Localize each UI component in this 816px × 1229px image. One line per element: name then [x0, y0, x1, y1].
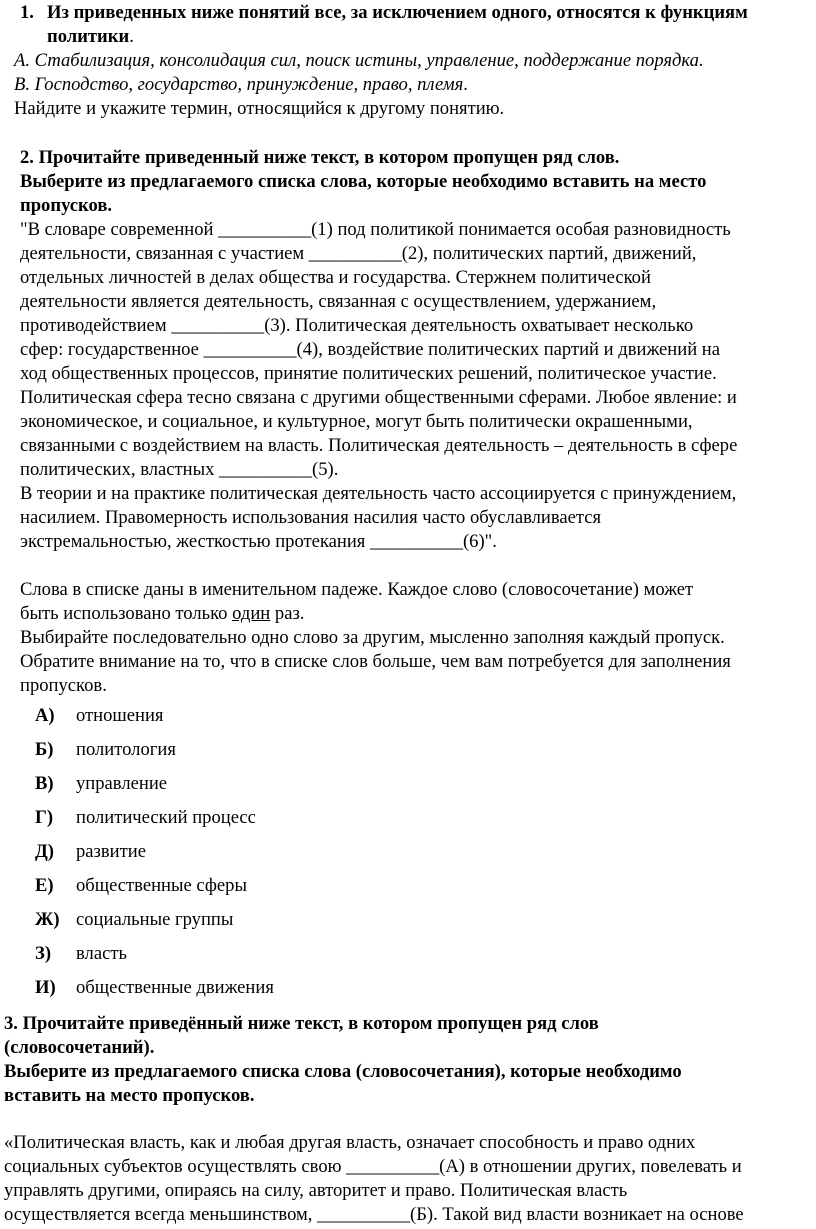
- option-letter: В): [35, 773, 54, 794]
- option-word: отношения: [76, 705, 164, 726]
- q2-text-line: связанными с воздействием на власть. Политическая деятельность – деятельность в сфере: [20, 435, 738, 456]
- q2-note-line: Выбирайте последовательно одно слово за другим, мысленно заполняя каждый пропуск.: [20, 627, 725, 648]
- option-letter: Г): [35, 807, 54, 828]
- q1-heading-line2: политики: [47, 26, 130, 47]
- q2-text-line: экономическое, и социальное, и культурное, могут быть политически окрашенными,: [20, 411, 693, 432]
- q3-text-line: социальных субъектов осуществлять свою __________(А) в отношении других, повелевать и: [4, 1156, 742, 1177]
- q2-note-line: Обратите внимание на то, что в списке слов больше, чем вам потребуется для заполнения: [20, 651, 731, 672]
- q2-text-line: деятельности, связанная с участием __________(2), политических партий, движений,: [20, 243, 697, 264]
- q2-note-line: пропусков.: [20, 675, 107, 696]
- q2-note-line: [20, 602, 304, 626]
- option-letter: З): [35, 943, 52, 964]
- q2-text-line: сфер: государственное __________(4), воздействие политических партий и движений на: [20, 339, 720, 360]
- q3-heading-line: 3. Прочитайте приведённый ниже текст, в котором пропущен ряд слов: [4, 1013, 599, 1034]
- q2-text-line: деятельности является деятельность, связанная с осуществлением, удержанием,: [20, 291, 657, 312]
- q2-note-before: быть использовано только: [20, 603, 233, 624]
- option-letter: А): [35, 705, 55, 726]
- option-word: социальные группы: [76, 909, 234, 930]
- q3-heading-line: вставить на место пропусков.: [4, 1085, 255, 1106]
- q2-text-line: отдельных личностей в делах общества и государства. Стержнем политической: [20, 267, 651, 288]
- q1-heading-line2-wrap: [47, 25, 134, 49]
- q1-row-b: В. Господство, государство, принуждение, право, племя: [14, 74, 464, 95]
- q1-row-a: А. Стабилизация, консолидация сил, поиск истины, управление, поддержание порядка.: [14, 50, 704, 71]
- q2-note-line: Слова в списке даны в именительном падеже. Каждое слово (словосочетание) может: [20, 579, 694, 600]
- q1-heading: [20, 1, 748, 25]
- q2-note-after: раз.: [270, 603, 305, 624]
- q2-heading-line: Выберите из предлагаемого списка слова, которые необходимо вставить на место: [20, 171, 707, 192]
- q2-heading-line: пропусков.: [20, 195, 113, 216]
- option-word: общественные сферы: [76, 875, 247, 896]
- q1-row-b-wrap: [14, 73, 468, 97]
- q3-text-line: осуществляется всегда меньшинством, __________(Б). Такой вид власти возникает на основе: [4, 1204, 744, 1225]
- option-word: управление: [76, 773, 168, 794]
- q2-text-line: политических, властных __________(5).: [20, 459, 339, 480]
- option-word: политология: [76, 739, 176, 760]
- q1-row-b-end: .: [463, 74, 468, 95]
- option-letter: Е): [35, 875, 54, 896]
- option-letter: Д): [35, 841, 54, 862]
- option-word: развитие: [76, 841, 146, 862]
- q2-text-line: Политическая сфера тесно связана с другими общественными сферами. Любое явление: и: [20, 387, 737, 408]
- q1-heading-line1: Из приведенных ниже понятий все, за исключением одного, относятся к функциям: [47, 2, 748, 23]
- q1-task: Найдите и укажите термин, относящийся к другому понятию.: [14, 98, 505, 119]
- q2-text-line: ход общественных процессов, принятие политических решений, политическое участие.: [20, 363, 717, 384]
- q3-heading-line: Выберите из предлагаемого списка слова (словосочетания), которые необходимо: [4, 1061, 682, 1082]
- q1-number: 1.: [20, 2, 34, 23]
- option-letter: И): [35, 977, 56, 998]
- q3-text-line: управлять другими, опираясь на силу, авторитет и право. Политическая власть: [4, 1180, 628, 1201]
- q3-text-line: «Политическая власть, как и любая другая власть, означает способность и право одних: [4, 1132, 696, 1153]
- option-letter: Ж): [35, 909, 60, 930]
- q2-note-underlined: один: [232, 603, 271, 624]
- option-letter: Б): [35, 739, 54, 760]
- q1-heading-end: .: [129, 26, 134, 47]
- q2-text-line: В теории и на практике политическая деятельность часто ассоциируется с принуждением,: [20, 483, 737, 504]
- q2-text-line: насилием. Правомерность использования насилия часто обуславливается: [20, 507, 602, 528]
- q2-heading-line: 2. Прочитайте приведенный ниже текст, в котором пропущен ряд слов.: [20, 147, 620, 168]
- option-word: власть: [76, 943, 127, 964]
- option-word: общественные движения: [76, 977, 274, 998]
- q3-heading-line: (словосочетаний).: [4, 1037, 155, 1058]
- option-word: политический процесс: [76, 807, 256, 828]
- q2-text-line: противодействием __________(3). Политическая деятельность охватывает несколько: [20, 315, 694, 336]
- q2-text-line: "В словаре современной __________(1) под политикой понимается особая разновидность: [20, 219, 731, 240]
- q2-text-line: экстремальностью, жесткостью протекания __________(6)".: [20, 531, 497, 552]
